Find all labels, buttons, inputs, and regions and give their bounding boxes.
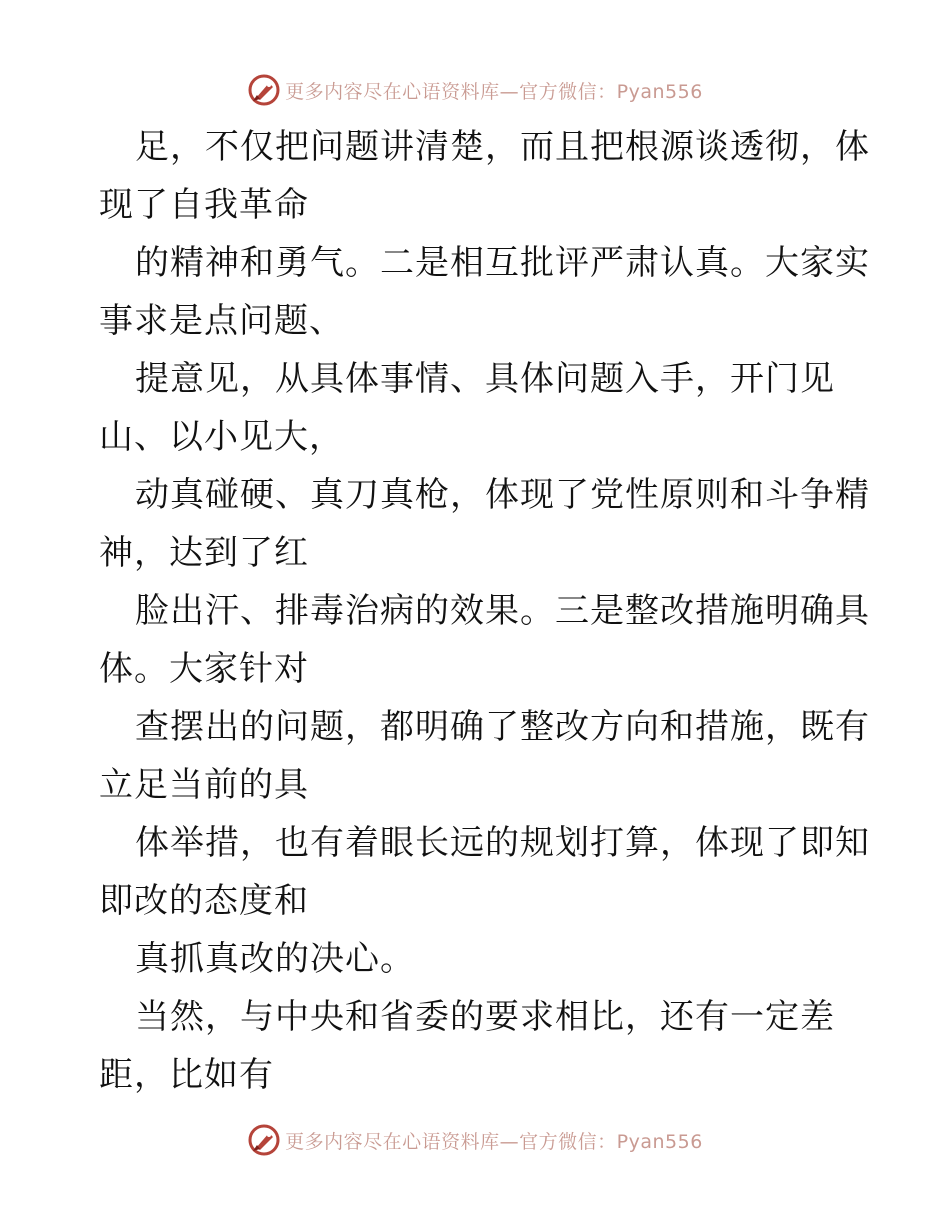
body-line: 当然，与中央和省委的要求相比，还有一定差 <box>135 997 835 1037</box>
body-line: 距，比如有 <box>99 1055 274 1095</box>
pen-nib-logo-icon <box>247 73 281 107</box>
body-line: 现了自我革命 <box>99 185 309 225</box>
body-line: 即改的态度和 <box>99 881 309 921</box>
header-banner <box>0 70 950 110</box>
body-line: 脸出汗、排毒治病的效果。三是整改措施明确具 <box>135 591 870 631</box>
body-line: 提意见，从具体事情、具体问题入手，开门见 <box>135 359 835 399</box>
document-body <box>99 118 870 1104</box>
body-line: 体。大家针对 <box>99 649 309 689</box>
body-line: 事求是点问题、 <box>99 301 344 341</box>
body-line: 神，达到了红 <box>99 533 309 573</box>
body-line: 立足当前的具 <box>99 765 309 805</box>
body-line: 查摆出的问题，都明确了整改方向和措施，既有 <box>135 707 870 747</box>
body-line: 真抓真改的决心。 <box>135 939 415 979</box>
pen-nib-logo-icon <box>247 1123 281 1157</box>
footer-banner-text: 更多内容尽在心语资料库—官方微信：Pyan556 <box>285 1130 703 1153</box>
body-line: 动真碰硬、真刀真枪，体现了党性原则和斗争精 <box>135 475 870 515</box>
header-banner-text: 更多内容尽在心语资料库—官方微信：Pyan556 <box>285 80 703 103</box>
footer-banner <box>0 1120 950 1160</box>
body-line: 体举措，也有着眼长远的规划打算，体现了即知 <box>135 823 870 863</box>
body-line: 足，不仅把问题讲清楚，而且把根源谈透彻，体 <box>135 127 870 167</box>
body-line: 山、以小见大， <box>99 417 344 457</box>
body-line: 的精神和勇气。二是相互批评严肃认真。大家实 <box>135 243 870 283</box>
